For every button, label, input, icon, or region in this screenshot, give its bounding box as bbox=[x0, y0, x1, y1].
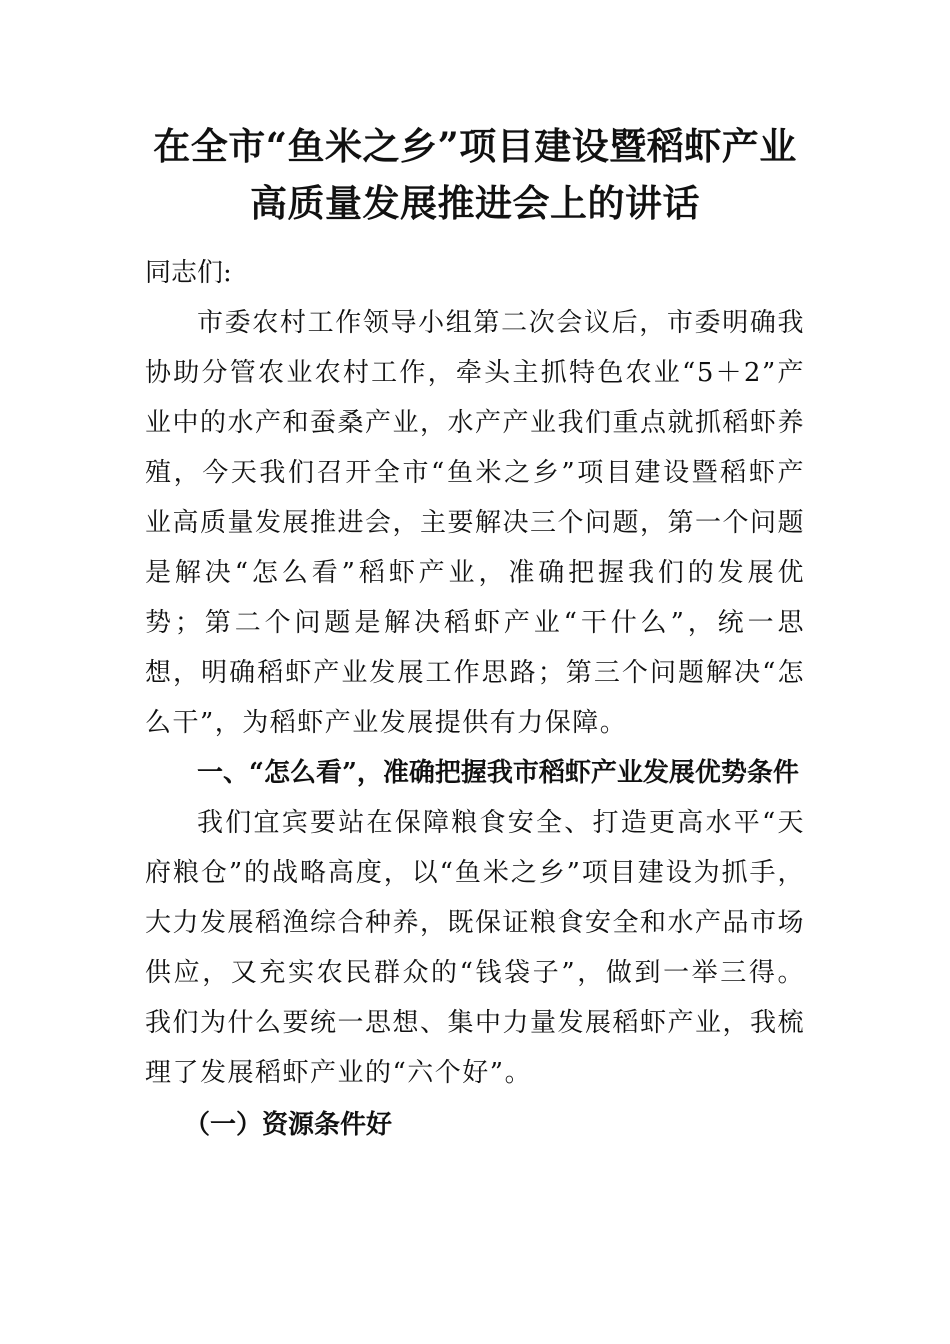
paragraph-intro: 市委农村工作领导小组第二次会议后，市委明确我协助分管农业农村工作，牵头主抓特色农业“5＋2”产业中的水产和蚕桑产业，水产产业我们重点就抓稻虾养殖，今天我们召开全市“鱼米之乡”项目建设暨稻虾产业高质量发展推进会，主要解决三个问题，第一个问题是解决“怎么看”稻虾产业，准确把握我们的发展优势；第二个问题是解决稻虾产业“干什么”，统一思想，明确稻虾产业发展工作思路；第三个问题解决“怎么干”，为稻虾产业发展提供有力保障。 bbox=[145, 308, 806, 738]
title-line-2: 高质量发展推进会上的讲话 bbox=[250, 181, 700, 225]
paragraph-section-1: 我们宜宾要站在保障粮食安全、打造更高水平“天府粮仓”的战略高度，以“鱼米之乡”项目建设为抓手，大力发展稻渔综合种养，既保证粮食安全和水产品市场供应，又充实农民群众的“钱袋子”，做到一举三得。我们为什么要统一思想、集中力量发展稻虾产业，我梳理了发展稻虾产业的“六个好”。 bbox=[145, 808, 806, 1088]
document-title bbox=[140, 118, 810, 232]
sub-heading-1: （一）资源条件好 bbox=[184, 1110, 393, 1140]
document-body bbox=[145, 248, 805, 1150]
section-heading-1: 一、“怎么看”，准确把握我市稻虾产业发展优势条件 bbox=[197, 758, 799, 788]
greeting: 同志们: bbox=[145, 258, 232, 288]
title-line-1: 在全市“鱼米之乡”项目建设暨稻虾产业 bbox=[153, 124, 797, 168]
